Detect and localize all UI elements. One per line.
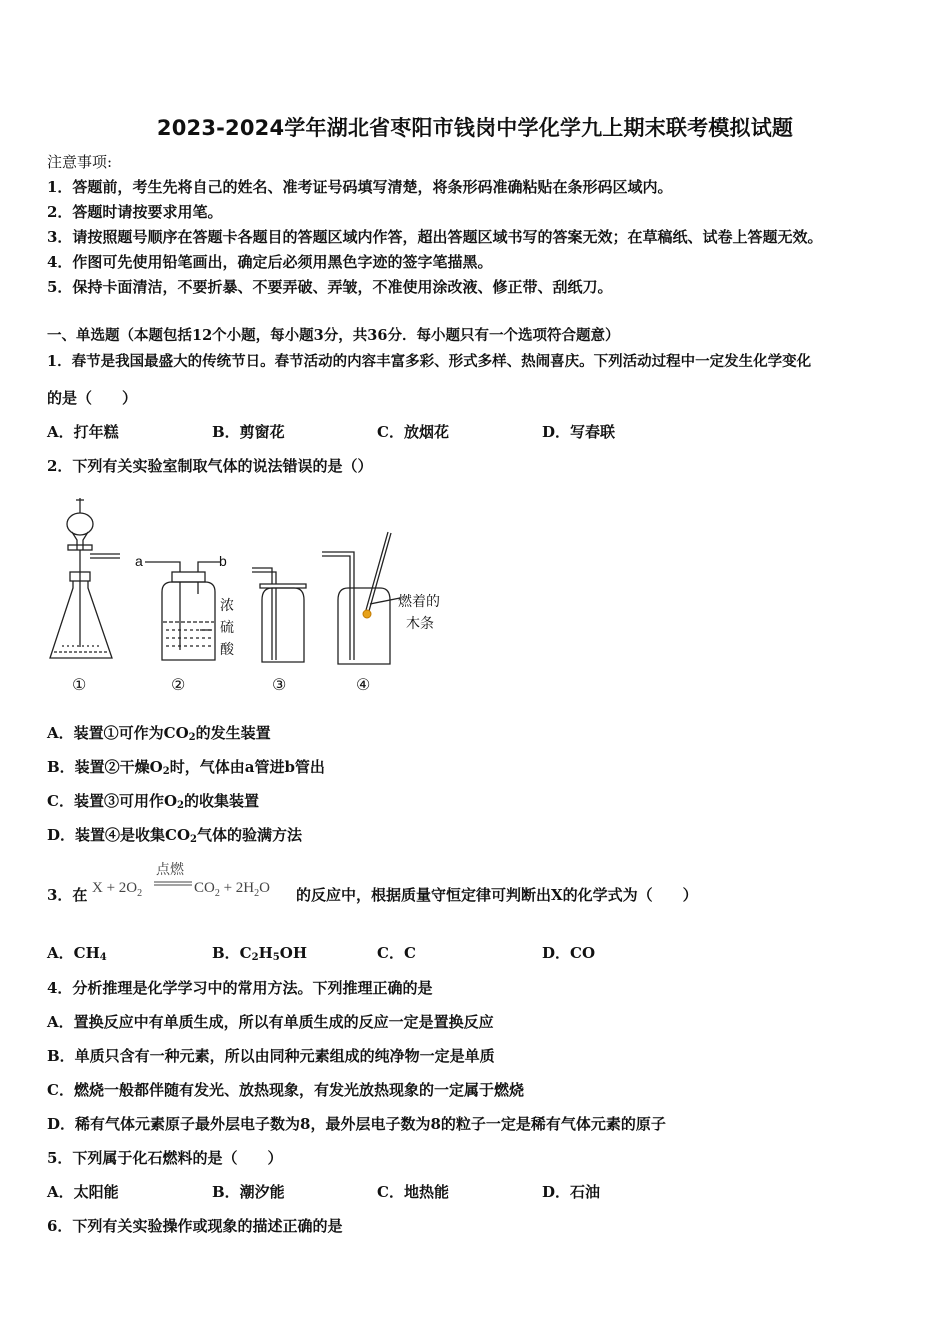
q4-option-a: A．置换反应中有单质生成，所以有单质生成的反应一定是置换反应 <box>47 1013 494 1031</box>
q1-stem: 1．春节是我国最盛大的传统节日。春节活动的内容丰富多彩、形式多样、热闹喜庆。下列活动过程中一定发生化学变化 <box>47 353 812 370</box>
q4-stem: 4．分析推理是化学学习中的常用方法。下列推理正确的是 <box>47 979 433 997</box>
notice-item: 2．答题时请按要求用笔。 <box>47 203 223 221</box>
q5-stem: 5．下列属于化石燃料的是（ ） <box>47 1149 283 1167</box>
stick-label-1: 燃着的 <box>398 593 440 609</box>
apparatus-num-4: ④ <box>356 677 371 694</box>
q3-suffix: 的反应中，根据质量守恒定律可判断出X的化学式为（ ） <box>296 886 698 904</box>
q4-option-d: D．稀有气体元素原子最外层电子数为8，最外层电子数为8的粒子一定是稀有气体元素的原子 <box>47 1115 666 1133</box>
q1-option-c: C．放烟花 <box>377 423 449 441</box>
q2-option-b: B．装置②干燥$O_2$时，气体由a管进b管出 <box>47 758 325 777</box>
acid-label-1: 浓 <box>220 597 234 613</box>
q3-prefix: 3．在 <box>47 886 88 904</box>
notice-item: 5．保持卡面清洁，不要折暴、不要弄破、弄皱，不准使用涂改液、修正带、刮纸刀。 <box>47 278 613 296</box>
q5-option-b: B．潮汐能 <box>212 1183 285 1201</box>
exam-title: 2023-2024学年湖北省枣阳市钱岗中学化学九上期末联考模拟试题 <box>156 116 794 140</box>
svg-text:X + 2O2: $X + 2O_2$ <box>92 880 143 899</box>
q3-option-c: C．C <box>377 944 416 962</box>
q2-option-d: D．装置④是收集$CO_2$气体的验满方法 <box>47 826 302 845</box>
burning-stick-apparatus <box>322 532 400 664</box>
apparatus-num-2: ② <box>171 677 186 694</box>
stick-label-2: 木条 <box>406 615 434 631</box>
notice-item: 4．作图可先使用铅笔画出，确定后必须用黑色字迹的签字笔描黑。 <box>47 253 493 271</box>
q1-option-a: A．打年糕 <box>47 423 119 441</box>
section-heading: 一、单选题（本题包括12个小题，每小题3分，共36分．每小题只有一个选项符合题意） <box>47 327 620 344</box>
q3-option-a: A．$CH_4$ <box>47 944 107 963</box>
acid-label-2: 硫 <box>220 619 234 635</box>
q1-option-d: D．写春联 <box>542 423 616 441</box>
flame-icon <box>363 610 371 618</box>
q4-option-b: B．单质只含有一种元素，所以由同种元素组成的纯净物一定是单质 <box>47 1047 495 1065</box>
q3-option-b: B．$C_2H_5OH$ <box>212 944 307 963</box>
collecting-bottle-apparatus <box>252 568 306 662</box>
q2-stem: 2．下列有关实验室制取气体的说法错误的是（） <box>47 457 373 475</box>
conical-flask-apparatus <box>50 498 120 658</box>
q3-option-d: D．CO <box>542 944 596 962</box>
apparatus-num-1: ① <box>72 677 87 694</box>
apparatus-num-3: ③ <box>272 677 287 694</box>
q2-option-c: C．装置③可用作$O_2$的收集装置 <box>47 792 259 811</box>
notice-heading: 注意事项: <box>47 153 113 171</box>
q4-option-c: C．燃烧一般都伴随有发光、放热现象，有发光放热现象的一定属于燃烧 <box>47 1081 524 1099</box>
reaction-condition: 点燃 <box>156 863 184 878</box>
q2-option-a: A．装置①可作为$CO_2$的发生装置 <box>47 724 271 743</box>
q1-option-b: B．剪窗花 <box>212 423 285 441</box>
washing-bottle-apparatus <box>145 562 220 660</box>
apparatus-figure <box>40 492 480 697</box>
q5-option-c: C．地热能 <box>377 1183 449 1201</box>
q1-stem-cont: 的是（ ） <box>47 389 138 407</box>
label-a: a <box>135 553 143 569</box>
svg-text:CO2 + 2H2O: $CO_2 + 2H_2O$ <box>194 880 270 899</box>
acid-label-3: 酸 <box>220 641 234 657</box>
q6-stem: 6．下列有关实验操作或现象的描述正确的是 <box>47 1217 343 1235</box>
q5-option-a: A．太阳能 <box>47 1183 119 1201</box>
label-b: b <box>219 553 227 569</box>
chemical-equation <box>90 860 295 910</box>
q5-option-d: D．石油 <box>542 1183 601 1201</box>
notice-item: 1．答题前，考生先将自己的姓名、准考证号码填写清楚，将条形码准确粘贴在条形码区域内。 <box>47 178 673 196</box>
notice-item: 3．请按照题号顺序在答题卡各题目的答题区域内作答，超出答题区域书写的答案无效；在草稿纸、试卷上答题无效。 <box>47 228 823 246</box>
